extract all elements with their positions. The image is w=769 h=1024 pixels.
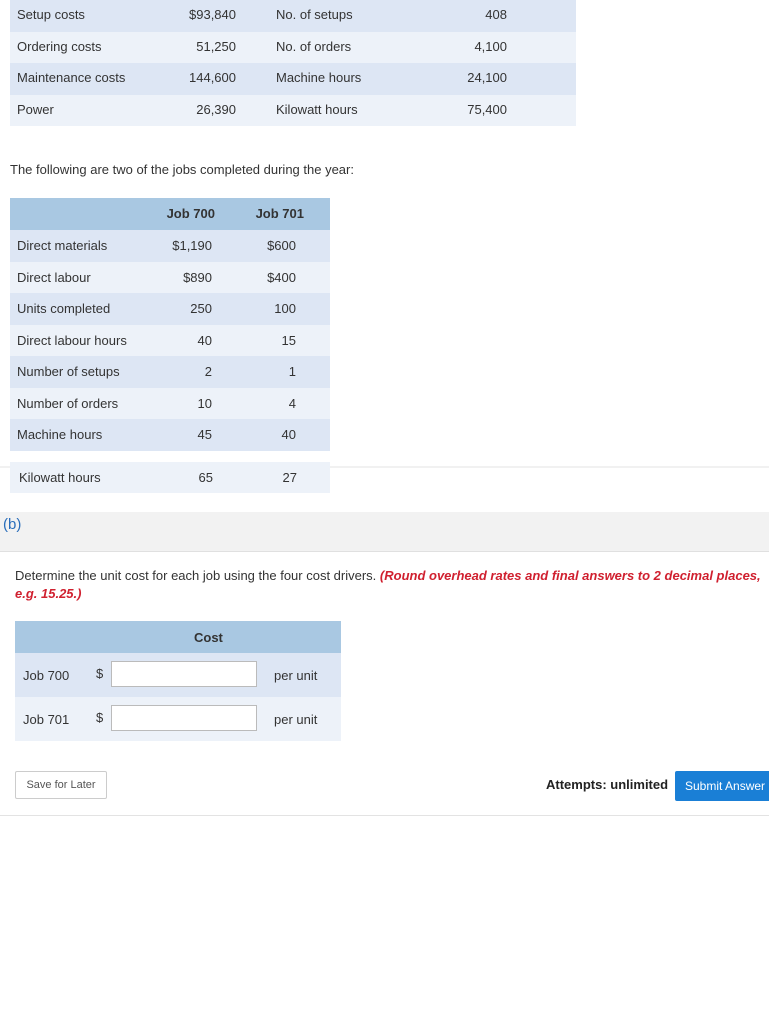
- pool-quantity: 408: [485, 7, 507, 22]
- table-row: [10, 95, 576, 127]
- job-700-value: $890: [183, 269, 212, 285]
- job-701-value: 40: [281, 427, 296, 442]
- currency-symbol: $: [96, 666, 104, 681]
- save-for-later-button[interactable]: Save for Later: [15, 771, 107, 799]
- part-header-bar: [0, 512, 769, 552]
- row-label: Direct materials: [17, 238, 108, 253]
- pool-amount: 26,390: [196, 101, 236, 117]
- attempts-label: Attempts: unlimited: [546, 777, 669, 792]
- table-row: [10, 293, 330, 325]
- pool-amount: 144,600: [189, 70, 236, 85]
- pool-driver: Kilowatt hours: [276, 101, 358, 117]
- job-701-value: 4: [288, 395, 296, 411]
- table-row: [10, 388, 330, 420]
- answer-row-job-701: [15, 697, 341, 741]
- job-701-value: 100: [274, 301, 296, 316]
- table-row: [10, 32, 576, 64]
- rounding-note: (Round overhead rates and final answers to 2 decimal places, e.g. 15.25.): [15, 568, 761, 601]
- pool-name: Ordering costs: [17, 38, 102, 54]
- table-row: [10, 356, 330, 388]
- jobs-table: [10, 198, 330, 451]
- row-label: Job 701: [23, 712, 70, 727]
- answer-row-job-700: [15, 653, 341, 697]
- row-label: Direct labour: [17, 269, 91, 285]
- table-row: [10, 325, 330, 357]
- job-701-unit-cost-input[interactable]: [111, 705, 257, 731]
- column-header-cost: Cost: [194, 630, 223, 645]
- divider: [0, 815, 769, 816]
- row-label: Number of orders: [17, 395, 119, 411]
- pool-name: Maintenance costs: [17, 70, 126, 85]
- table-row: [10, 419, 330, 451]
- job-700-value: $1,190: [172, 238, 212, 253]
- job-701-value: 1: [288, 364, 296, 379]
- pool-driver: No. of orders: [276, 38, 352, 54]
- table-row: [10, 262, 330, 294]
- cost-pool-table: [10, 0, 576, 126]
- pool-driver: Machine hours: [276, 70, 362, 85]
- pool-amount: $93,840: [189, 7, 236, 22]
- row-label: Units completed: [17, 301, 111, 316]
- intro-text: The following are two of the jobs completed during the year:: [10, 162, 354, 177]
- pool-quantity: 4,100: [474, 38, 507, 54]
- row-label: Kilowatt hours: [19, 470, 101, 485]
- jobs-table-header: [10, 198, 330, 230]
- pool-name: Setup costs: [17, 7, 85, 22]
- row-label: Number of setups: [17, 364, 120, 379]
- table-row: [10, 462, 330, 493]
- job-700-value: 10: [197, 395, 212, 411]
- column-header-job-700: Job 700: [166, 206, 215, 221]
- table-row: [10, 0, 576, 32]
- pool-quantity: 24,100: [467, 70, 507, 85]
- row-label: Job 700: [23, 668, 70, 683]
- instruction-main: Determine the unit cost for each job using the four cost drivers.: [15, 568, 380, 583]
- job-700-value: 65: [198, 470, 213, 485]
- job-701-value: $400: [267, 269, 296, 285]
- pool-amount: 51,250: [196, 38, 236, 54]
- submit-answer-button[interactable]: Submit Answer: [675, 771, 769, 801]
- job-701-value: 15: [281, 332, 296, 348]
- pool-driver: No. of setups: [276, 7, 353, 22]
- instruction-text: [15, 567, 769, 603]
- job-700-value: 2: [204, 364, 212, 379]
- job-700-value: 250: [190, 301, 212, 316]
- unit-label: per unit: [274, 712, 318, 727]
- currency-symbol: $: [96, 710, 104, 725]
- pool-name: Power: [17, 101, 54, 117]
- job-701-value: $600: [267, 238, 296, 253]
- job-700-value: 45: [197, 427, 212, 442]
- part-label: (b): [3, 516, 22, 533]
- answer-table: [15, 621, 341, 741]
- row-label: Direct labour hours: [17, 332, 127, 348]
- unit-label: per unit: [274, 668, 318, 683]
- job-700-value: 40: [197, 332, 212, 348]
- table-row: [10, 63, 576, 95]
- job-700-unit-cost-input[interactable]: [111, 661, 257, 687]
- column-header-job-701: Job 701: [255, 206, 304, 221]
- answer-table-header: [15, 621, 341, 653]
- pool-quantity: 75,400: [467, 101, 507, 117]
- job-701-value: 27: [282, 470, 297, 485]
- table-row: [10, 230, 330, 262]
- row-label: Machine hours: [17, 427, 103, 442]
